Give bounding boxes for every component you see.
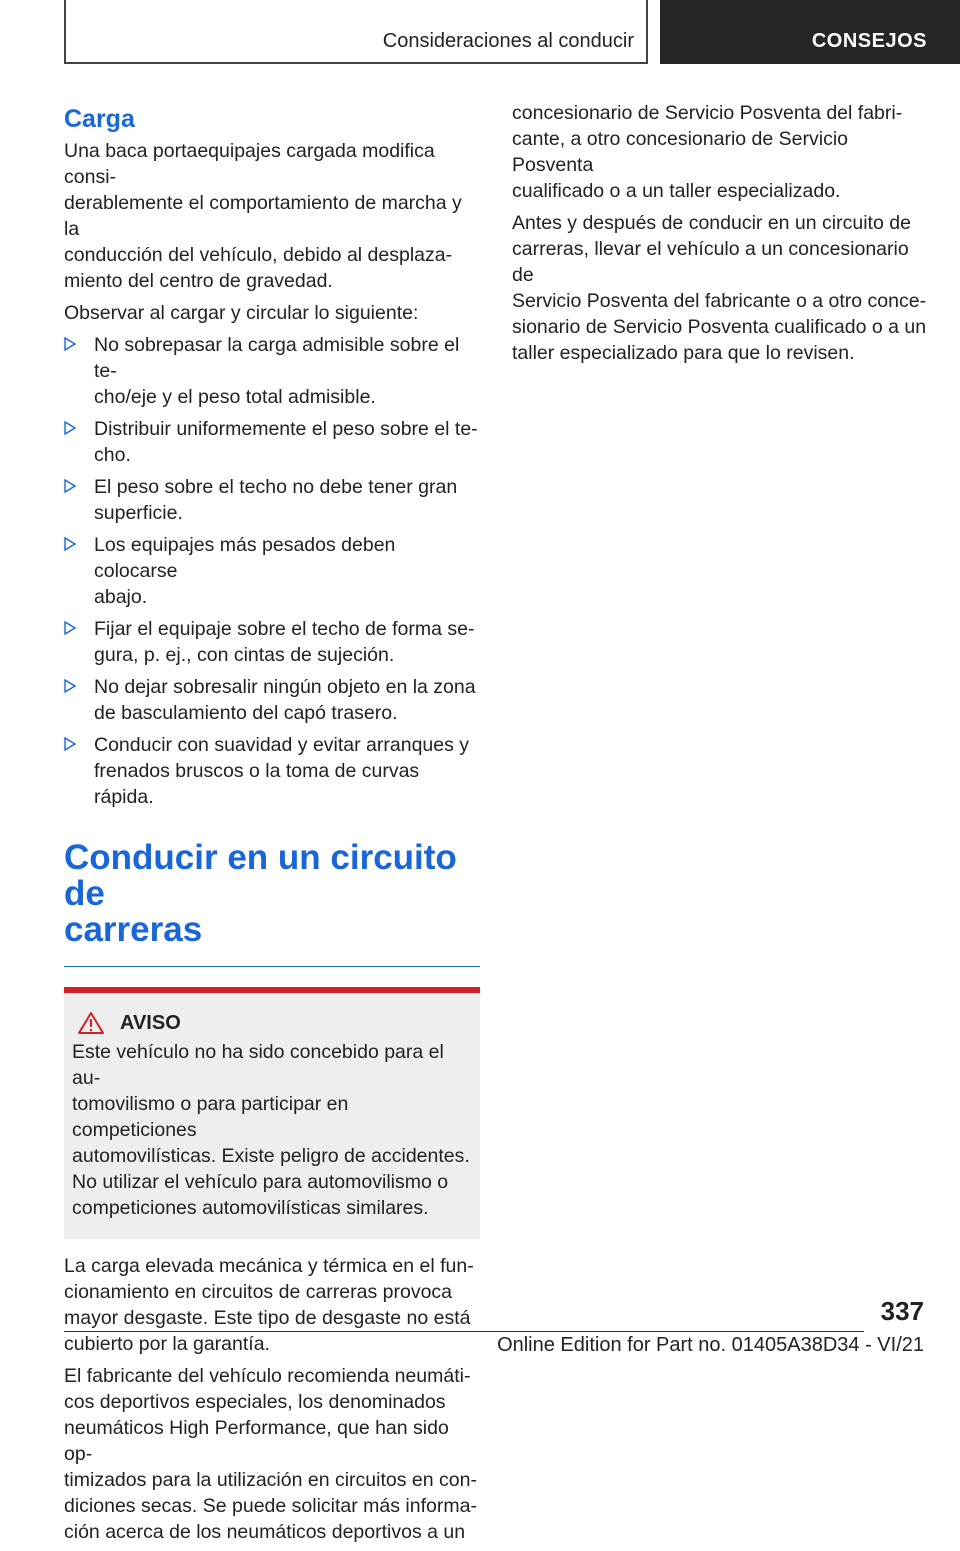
antes-paragraph: Antes y después de conducir en un circuito de carreras, llevar el vehículo a un concesionario de Servicio Posventa del fabricante o a otro conce- sionario de Servicio Posventa cualificado o a un taller especializado para que lo revisen. xyxy=(512,212,927,364)
list-item xyxy=(64,616,480,668)
right-column xyxy=(512,100,928,372)
triangle-bullet-icon xyxy=(64,537,76,551)
triangle-bullet-icon xyxy=(64,337,76,351)
bullet-text: No dejar sobresalir ningún objeto en la zona de basculamiento del capó trasero. xyxy=(94,676,476,724)
triangle-bullet-icon xyxy=(64,737,76,751)
left-column xyxy=(64,100,480,1551)
bullet-text: El peso sobre el techo no debe tener gran superficie. xyxy=(94,476,458,524)
warning-title: AVISO xyxy=(120,1011,181,1034)
continued-paragraph: concesionario de Servicio Posventa del fabri- cante, a otro concesionario de Servicio Posventa cualificado o a un taller especializado. xyxy=(512,102,903,202)
header-frame xyxy=(64,0,648,64)
list-item xyxy=(64,332,480,410)
fabricante-paragraph: El fabricante del vehículo recomienda neumáti- cos deportivos especiales, los denominados neumáticos High Performance, que han sido op- timizados para la utilización en circuitos en con- diciones secas. Se puede solicitar más informa- ción acerca de los neumáticos deportivos a un xyxy=(64,1365,477,1543)
list-item xyxy=(64,732,480,810)
circuit-heading: Conducir en un circuito de carreras xyxy=(64,840,480,967)
footer-edition: Online Edition for Part no. 01405A38D34 - VI/21 xyxy=(497,1334,924,1356)
carga-elevada-paragraph: La carga elevada mecánica y térmica en el fun- cionamiento en circuitos de carreras provoca mayor desgaste. Este tipo de desgaste no está cubierto por la garantía. xyxy=(64,1255,474,1355)
list-item xyxy=(64,416,480,468)
warning-triangle-icon xyxy=(78,1011,104,1035)
triangle-bullet-icon xyxy=(64,679,76,693)
bullet-text: Fijar el equipaje sobre el techo de forma se- gura, p. ej., con cintas de sujeción. xyxy=(94,618,475,666)
carga-bullet-list xyxy=(64,332,480,810)
list-item xyxy=(64,474,480,526)
list-item xyxy=(64,674,480,726)
carga-intro: Una baca portaequipajes cargada modifica consi- derablemente el comportamiento de marcha y la conducción del vehículo, debido al desplaza- miento del centro de gravedad. xyxy=(64,140,462,292)
chapter-tab xyxy=(660,0,960,64)
triangle-bullet-icon xyxy=(64,621,76,635)
warning-header xyxy=(72,1011,472,1035)
page-number: 337 xyxy=(880,1296,924,1326)
bullet-text: Conducir con suavidad y evitar arranques y frenados bruscos o la toma de curvas rápida. xyxy=(94,734,470,808)
warning-text: Este vehículo no ha sido concebido para el au- tomovilismo o para participar en competiciones automovilísticas. Existe peligro de accidentes. No utilizar el vehículo para automovilismo o competiciones automovilísticas similares. xyxy=(72,1041,470,1219)
observar-text: Observar al cargar y circular lo siguiente: xyxy=(64,302,419,324)
warning-box xyxy=(64,987,480,1239)
carga-heading: Carga xyxy=(64,105,135,133)
triangle-bullet-icon xyxy=(64,421,76,435)
triangle-bullet-icon xyxy=(64,479,76,493)
bullet-text: Distribuir uniformemente el peso sobre el te- cho. xyxy=(94,418,478,466)
bullet-text: Los equipajes más pesados deben colocarse abajo. xyxy=(94,534,396,608)
chapter-tab-label: CONSEJOS xyxy=(811,30,927,52)
footer-divider xyxy=(64,1331,864,1332)
section-title: Consideraciones al conducir xyxy=(382,30,634,52)
list-item xyxy=(64,532,480,610)
bullet-text: No sobrepasar la carga admisible sobre el te- cho/eje y el peso total admisible. xyxy=(94,334,460,408)
